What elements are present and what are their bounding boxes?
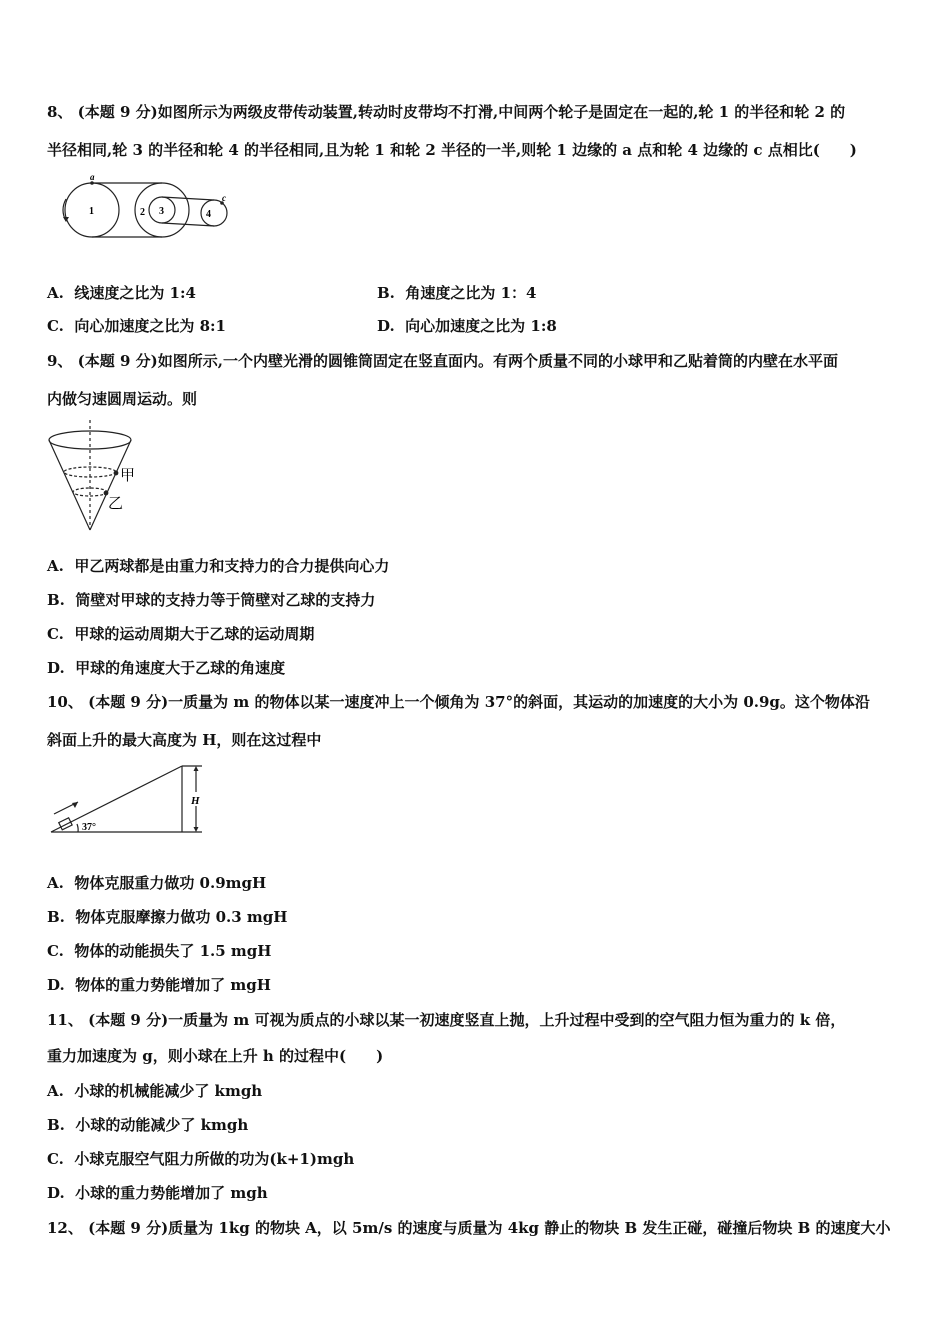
incline-diagram (48, 762, 208, 838)
label-yi: 乙 (108, 496, 124, 512)
q8-option-c: C. 向心加速度之比为 8:1 (47, 317, 226, 335)
label-c: c (222, 193, 226, 203)
label-jia: 甲 (120, 468, 136, 484)
q9-number: 9、 (47, 352, 73, 370)
label-wheel-1: 1 (89, 206, 94, 217)
q11-option-a: A. 小球的机械能减少了 kmgh (47, 1082, 263, 1100)
q10-line-1: 10、 (本题 9 分)一质量为 m 的物体以某一速度冲上一个倾角为 37°的斜面，其运动的加速度的大小为 0.9g。这个物体沿 (47, 693, 870, 711)
q9-option-c: C. 甲球的运动周期大于乙球的运动周期 (47, 625, 315, 643)
q9-option-b: B. 筒壁对甲球的支持力等于筒壁对乙球的支持力 (47, 591, 376, 609)
q8-line-2: 半径相同,轮 3 的半径和轮 4 的半径相同,且为轮 1 和轮 2 半径的一半,则轮 1 边缘的 a 点和轮 4 边缘的 c 点相比( ) (47, 141, 857, 159)
label-wheel-2: 2 (140, 207, 145, 218)
q10-option-c: C. 物体的动能损失了 1.5 mgH (47, 942, 272, 960)
q10-option-d: D. 物体的重力势能增加了 mgH (47, 976, 271, 994)
cone-diagram (44, 418, 144, 536)
pulley-diagram (52, 175, 237, 245)
label-angle: 37° (82, 822, 96, 833)
q8-option-a: A. 线速度之比为 1:4 (47, 284, 196, 302)
q8-number: 8、 (47, 103, 73, 121)
label-wheel-3: 3 (159, 206, 164, 217)
q11-option-c: C. 小球克服空气阻力所做的功为(k+1)mgh (47, 1150, 355, 1168)
q8-line-1: 8、 (本题 9 分)如图所示为两级皮带传动装置,转动时皮带均不打滑,中间两个轮子是固定在一起的,轮 1 的半径和轮 2 的 (47, 103, 846, 121)
q9-option-d: D. 甲球的角速度大于乙球的角速度 (47, 659, 286, 677)
q8-option-b: B. 角速度之比为 1：4 (377, 284, 537, 302)
q11-number: 11、 (47, 1011, 83, 1029)
q10-number: 10、 (47, 693, 83, 711)
q9-line-1: 9、 (本题 9 分)如图所示,一个内壁光滑的圆锥筒固定在竖直面内。有两个质量不同的小球甲和乙贴着筒的内壁在水平面 (47, 352, 838, 370)
q8-option-d: D. 向心加速度之比为 1:8 (377, 317, 557, 335)
q12-line-1: 12、 (本题 9 分)质量为 1kg 的物块 A，以 5m/s 的速度与质量为 4kg 静止的物块 B 发生正碰，碰撞后物块 B 的速度大小 (47, 1219, 891, 1237)
q10-option-a: A. 物体克服重力做功 0.9mgH (47, 874, 267, 892)
q11-option-d: D. 小球的重力势能增加了 mgh (47, 1184, 268, 1202)
q12-number: 12、 (47, 1219, 83, 1237)
q10-line-2: 斜面上升的最大高度为 H，则在这过程中 (47, 731, 322, 749)
q9-option-a: A. 甲乙两球都是由重力和支持力的合力提供向心力 (47, 557, 390, 575)
q11-line-1: 11、 (本题 9 分)一质量为 m 可视为质点的小球以某一初速度竖直上抛，上升过程中受到的空气阻力恒为重力的 k 倍， (47, 1011, 846, 1029)
q10-option-b: B. 物体克服摩擦力做功 0.3 mgH (47, 908, 288, 926)
label-a: a (90, 175, 95, 182)
q9-line-2: 内做匀速圆周运动。则 (47, 390, 198, 408)
q11-option-b: B. 小球的动能减少了 kmgh (47, 1116, 249, 1134)
label-h: H (191, 795, 200, 807)
label-wheel-4: 4 (206, 209, 211, 220)
q11-line-2: 重力加速度为 g，则小球在上升 h 的过程中( ) (47, 1047, 384, 1065)
